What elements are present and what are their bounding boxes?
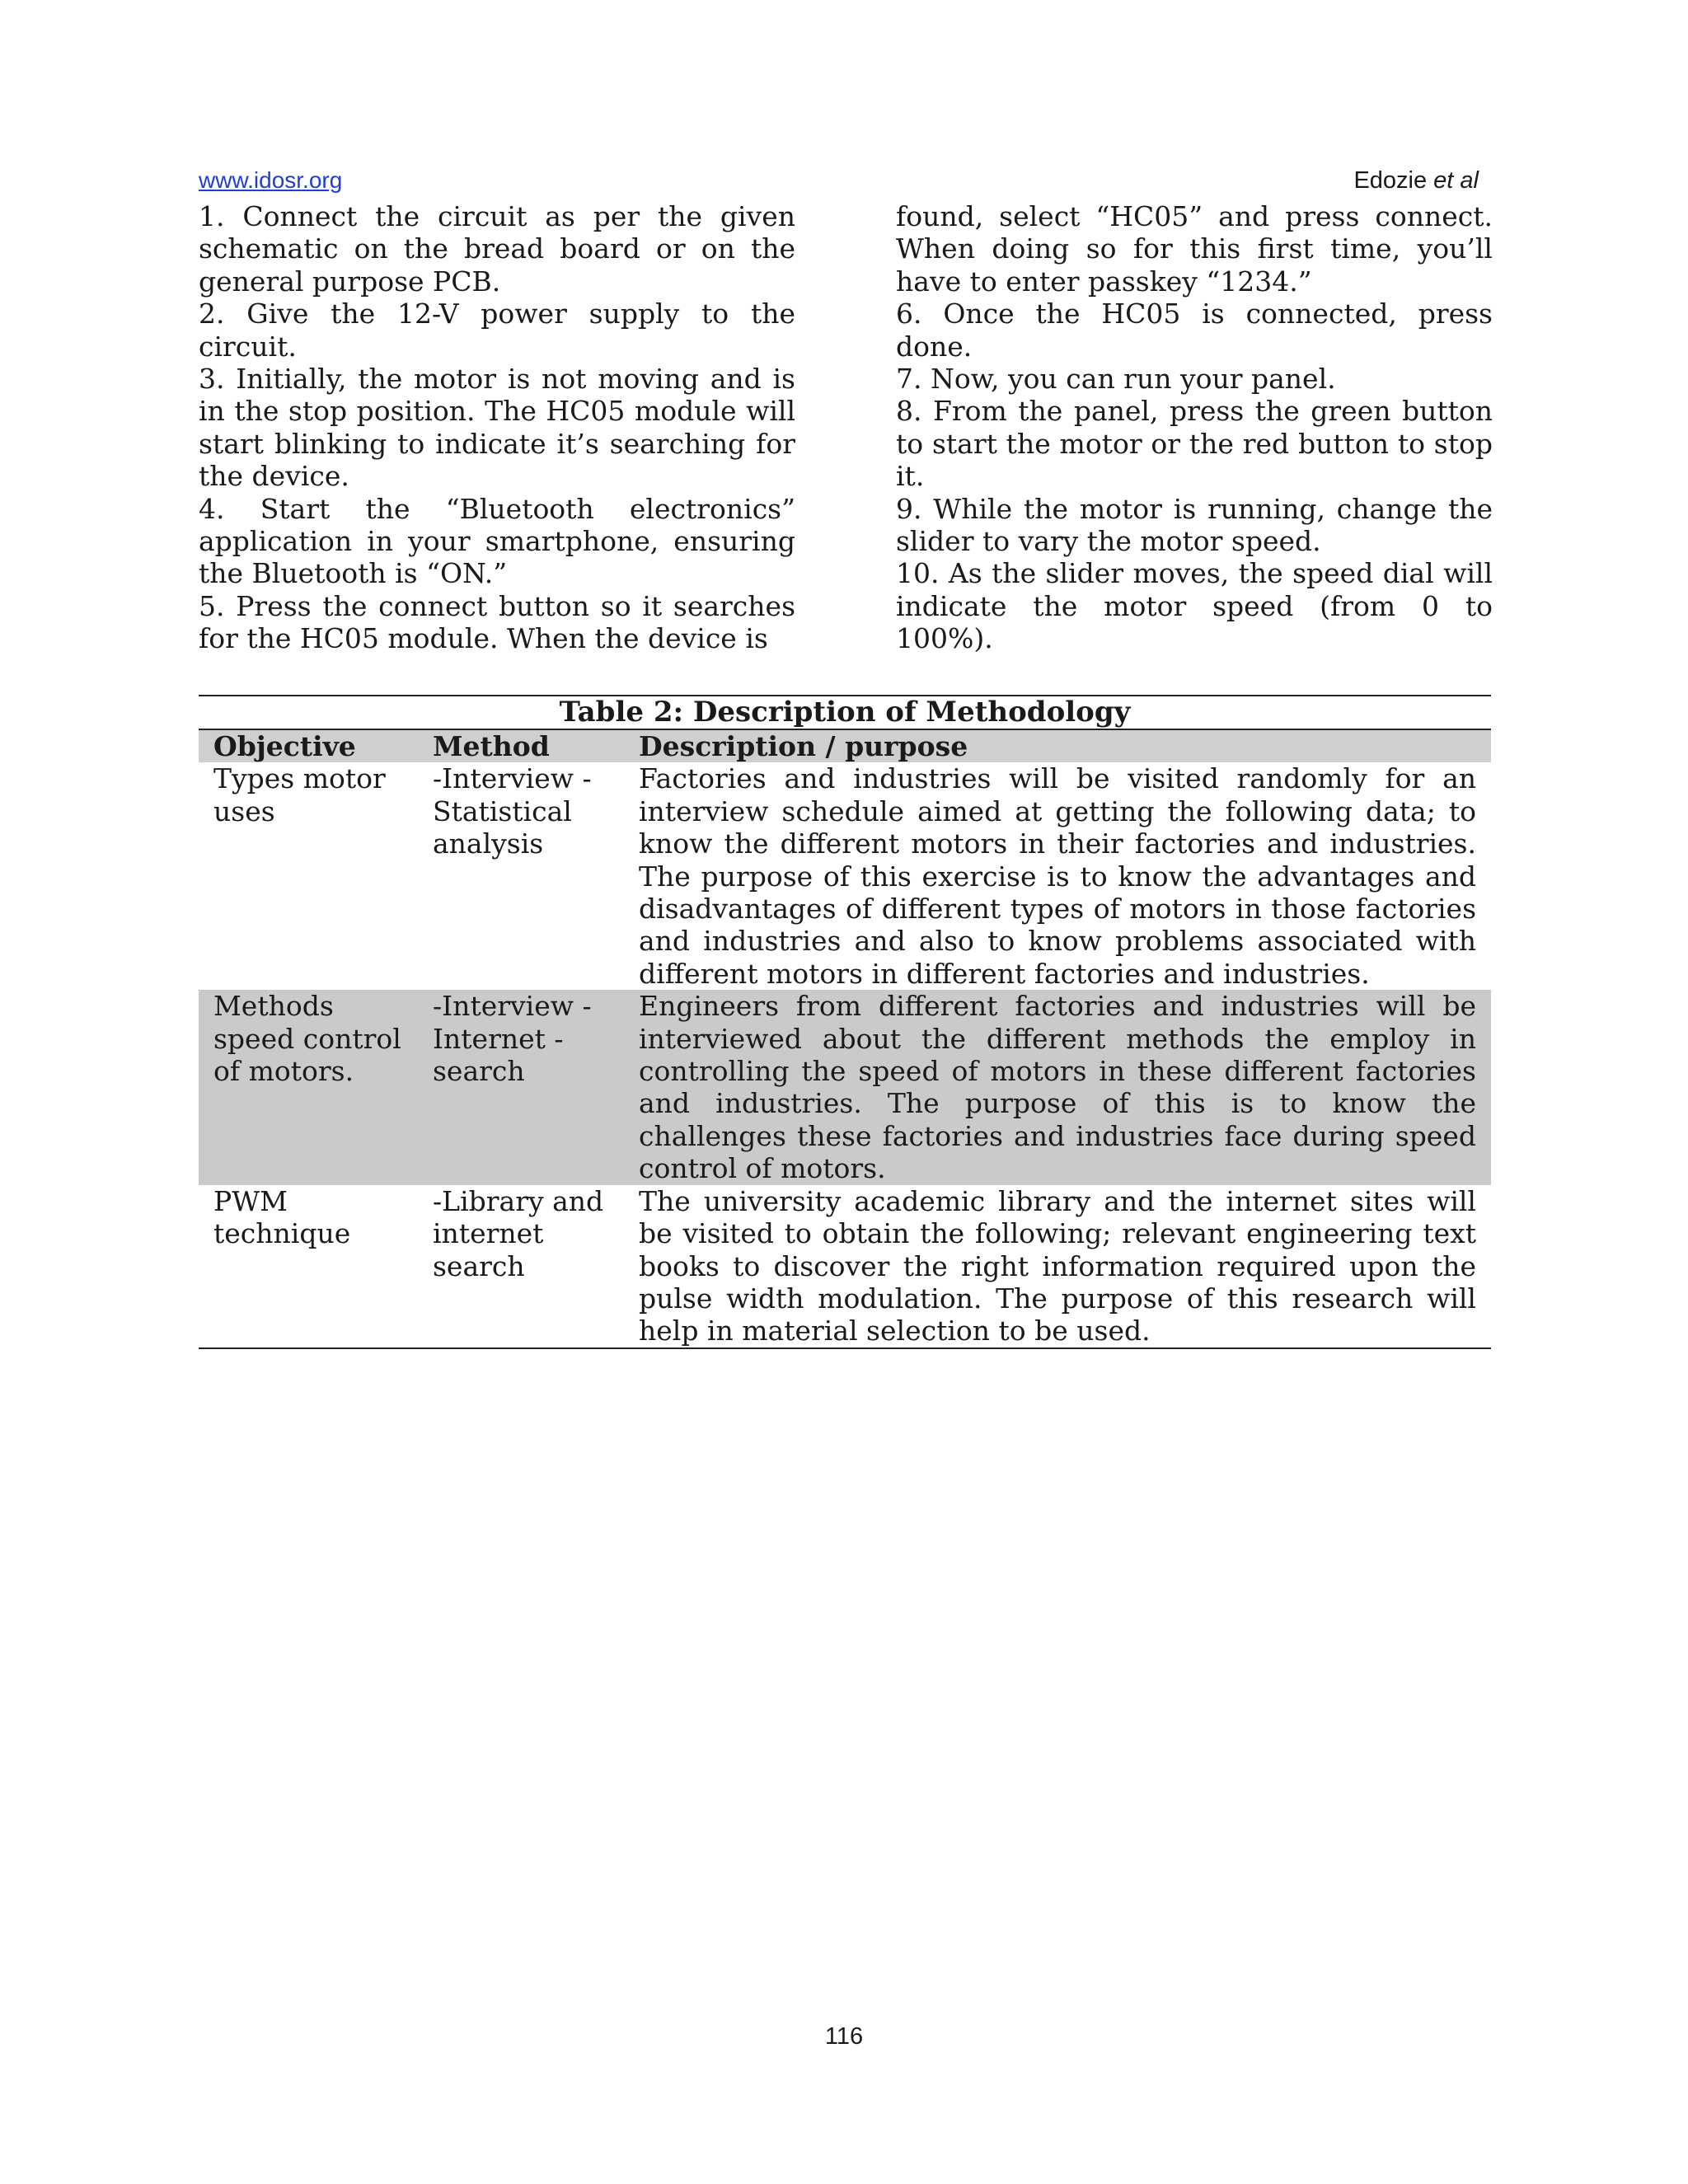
running-author	[1353, 167, 1479, 194]
cell-objective: Methods speed control of motors.	[199, 990, 418, 1184]
step-paragraph: 1. Connect the circuit as per the given schematic on the bread board or on the general purpose PCB.	[199, 200, 795, 298]
table-caption: Table 2: Description of Methodology	[199, 695, 1491, 730]
cell-description: The university academic library and the internet sites will be visited to obtain the following; relevant engineering text books to discover the right information required upon the pulse width modulation. The purpose of this research will help in material selection to be used.	[624, 1185, 1491, 1348]
header-objective: Objective	[199, 730, 418, 762]
table-row	[199, 762, 1491, 990]
cell-objective: Types motor uses	[213, 762, 386, 827]
table-row	[199, 1185, 1491, 1348]
journal-site-link[interactable]: www.idosr.org	[199, 167, 343, 193]
step-paragraph: 10. As the slider moves, the speed dial will indicate the motor speed (from 0 to 100%).	[896, 557, 1493, 655]
cell-method: -Interview -Statistical analysis	[433, 762, 592, 860]
page-number: 116	[824, 2023, 864, 2050]
header-method: Method	[418, 730, 624, 762]
left-column	[199, 200, 795, 655]
right-column	[896, 200, 1493, 655]
step-paragraph: 8. From the panel, press the green button to start the motor or the red button to stop it.	[896, 395, 1493, 493]
table-header-row	[199, 730, 1491, 762]
cell-method: -Library and internet search	[418, 1185, 624, 1348]
step-paragraph: 2. Give the 12-V power supply to the circuit.	[199, 298, 795, 363]
cell-objective: PWM technique	[199, 1185, 418, 1348]
methodology-table	[199, 730, 1491, 1349]
cell-method: -Interview -Internet -search	[418, 990, 624, 1184]
step-paragraph: 9. While the motor is running, change the slider to vary the motor speed.	[896, 492, 1493, 558]
methodology-table-block	[199, 695, 1491, 1349]
step-paragraph: 6. Once the HC05 is connected, press done.	[896, 298, 1493, 363]
step-paragraph: 3. Initially, the motor is not moving and is in the stop position. The HC05 module will start blinking to indicate it’s searching for the device.	[199, 363, 795, 493]
step-paragraph: found, select “HC05” and press connect. When doing so for this first time, you’ll have to enter passkey “1234.”	[896, 200, 1493, 298]
step-paragraph: 4. Start the “Bluetooth electronics” application in your smartphone, ensuring the Bluetooth is “ON.”	[199, 492, 795, 590]
author-suffix: et al	[1433, 167, 1479, 194]
cell-description: Engineers from different factories and industries will be interviewed about the different methods the employ in controlling the speed of motors in these different factories and industries. The purpose of this is to know the challenges these factories and industries face during speed control of motors.	[624, 990, 1491, 1184]
table-row	[199, 990, 1491, 1184]
header-description: Description / purpose	[624, 730, 1491, 762]
step-paragraph: 5. Press the connect button so it searches for the HC05 module. When the device is	[199, 589, 795, 655]
cell-description: Factories and industries will be visited randomly for an interview schedule aimed at getting the following data; to know the different motors in their factories and industries. The purpose of this exercise is to know the advantages and disadvantages of different types of motors in those factories and industries and also to know problems associated with different motors in different factories and industries.	[639, 762, 1476, 990]
author-name: Edozie	[1353, 167, 1428, 194]
step-paragraph: 7. Now, you can run your panel.	[896, 363, 1336, 396]
